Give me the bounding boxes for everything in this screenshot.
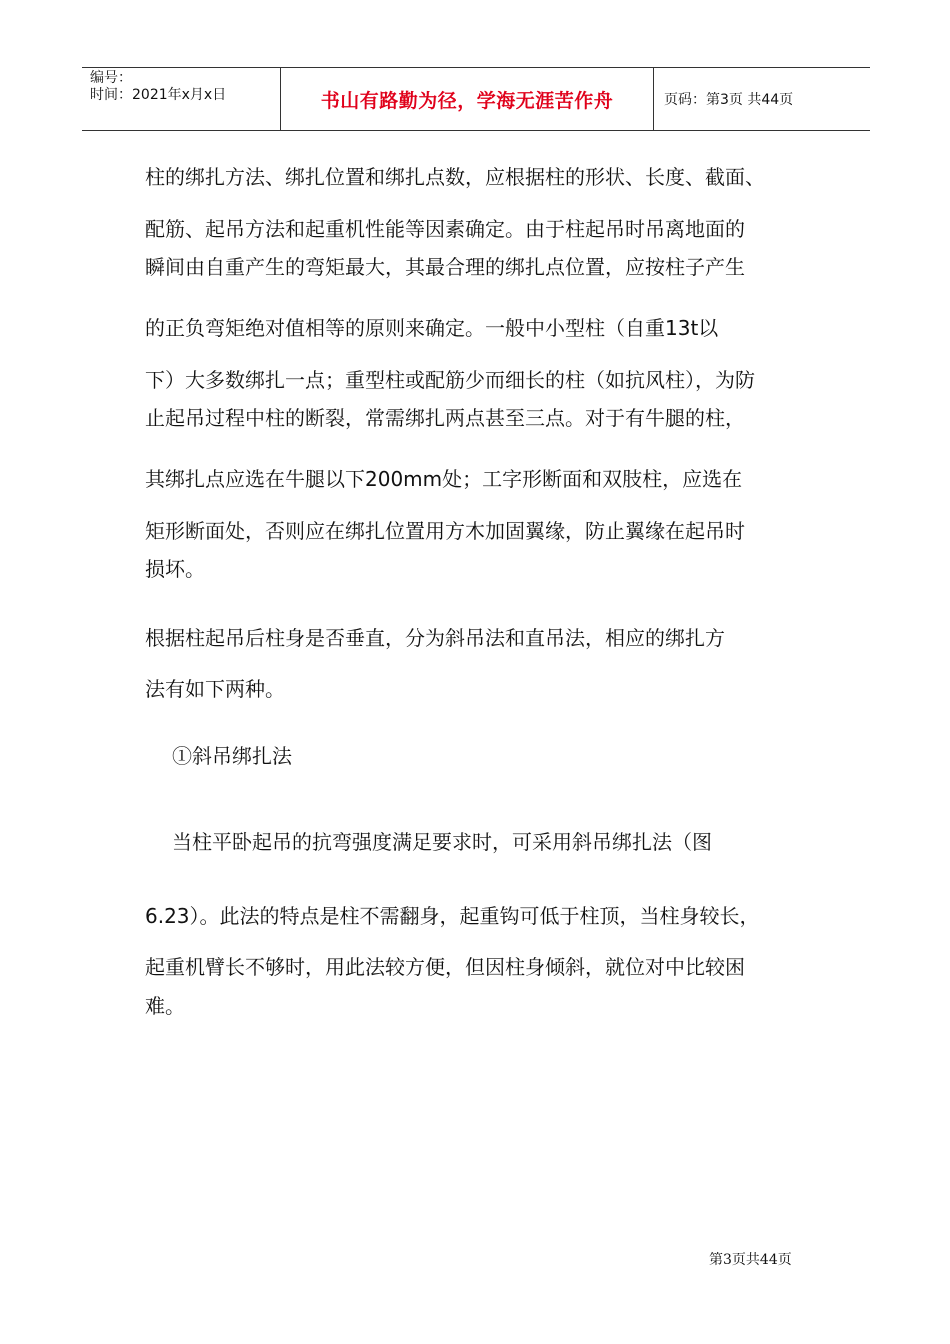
section-heading: ①斜吊绑扎法: [172, 744, 292, 768]
header-page-info: 页码：第3页 共44页: [664, 92, 794, 108]
figure-ref: 6.23: [145, 904, 190, 928]
weight-value: 13t: [665, 316, 699, 340]
number-label: 编号：: [90, 70, 132, 86]
paragraph-line: 当柱平卧起吊的抗弯强度满足要求时，可采用斜吊绑扎法（图: [172, 830, 712, 854]
paragraph-line: 6.23）。此法的特点是柱不需翻身，起重钩可低于柱顶，当柱身较长，: [145, 904, 760, 928]
paragraph-line: 难。: [145, 994, 185, 1018]
header-motto: 书山有路勤为径，学海无涯苦作舟: [281, 68, 654, 130]
paragraph-line: 损坏。: [145, 557, 205, 581]
header-table: [82, 67, 870, 131]
paragraph-line: 配筋、起吊方法和起重机性能等因素确定。由于柱起吊时吊离地面的: [145, 217, 745, 241]
paragraph-line: 根据柱起吊后柱身是否垂直，分为斜吊法和直吊法，相应的绑扎方: [145, 626, 725, 650]
paragraph-line: 下）大多数绑扎一点；重型柱或配筋少而细长的柱（如抗风柱），为防: [145, 368, 755, 392]
header-meta: [82, 68, 281, 130]
paragraph-line: 矩形断面处，否则应在绑扎位置用方木加固翼缘，防止翼缘在起吊时: [145, 519, 745, 543]
paragraph-line: 法有如下两种。: [145, 677, 285, 701]
distance-value: 200mm: [365, 467, 443, 491]
paragraph-line: 其绑扎点应选在牛腿以下200mm处；工字形断面和双肢柱，应选在: [145, 467, 743, 491]
paragraph-line: 柱的绑扎方法、绑扎位置和绑扎点数，应根据柱的形状、长度、截面、: [145, 165, 765, 189]
paragraph-line: 瞬间由自重产生的弯矩最大，其最合理的绑扎点位置，应按柱子产生: [145, 255, 745, 279]
footer-page-number: 第3页共44页: [709, 1252, 792, 1268]
paragraph-line: 的正负弯矩绝对值相等的原则来确定。一般中小型柱（自重13t以: [145, 316, 719, 340]
time-label: 时间：2021年x月x日: [90, 87, 227, 103]
paragraph-line: 起重机臂长不够时，用此法较方便，但因柱身倾斜，就位对中比较困: [145, 955, 745, 979]
paragraph-line: 止起吊过程中柱的断裂，常需绑扎两点甚至三点。对于有牛腿的柱，: [145, 406, 745, 430]
